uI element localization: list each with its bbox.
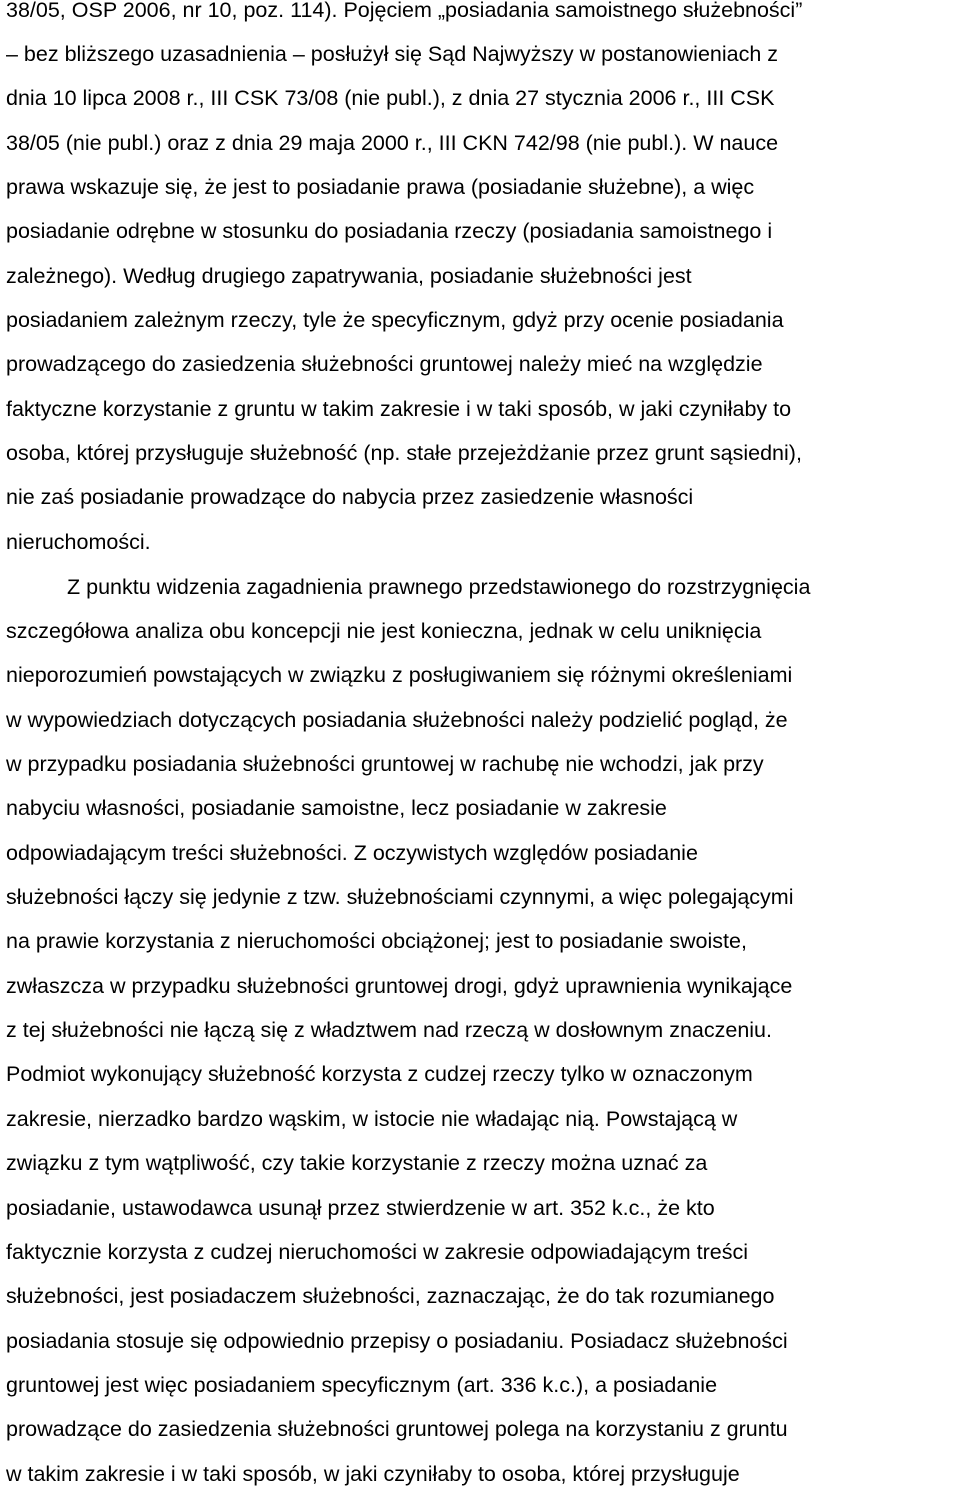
text-line: 38/05 (nie publ.) oraz z dnia 29 maja 2000 r., III CKN 742/98 (nie publ.). W nauce — [6, 131, 779, 155]
text-line: osoba, której przysługuje służebność (np. stałe przejeżdżanie przez grunt sąsiedni), — [6, 441, 802, 465]
text-line: prowadzące do zasiedzenia służebności gruntowej polega na korzystaniu z gruntu — [6, 1417, 788, 1441]
text-line: 38/05, OSP 2006, nr 10, poz. 114). Pojęciem „posiadania samoistnego służebności” — [6, 0, 803, 22]
text-line: w takim zakresie i w taki sposób, w jaki czyniłaby to osoba, której przysługuje — [6, 1462, 740, 1486]
text-line: prawa wskazuje się, że jest to posiadanie prawa (posiadanie służebne), a więc — [6, 175, 755, 199]
text-line: posiadania stosuje się odpowiednio przepisy o posiadaniu. Posiadacz służebności — [6, 1329, 788, 1353]
text-line: dnia 10 lipca 2008 r., III CSK 73/08 (nie publ.), z dnia 27 stycznia 2006 r., III CSK — [6, 86, 775, 110]
text-line: zwłaszcza w przypadku służebności gruntowej drogi, gdyż uprawnienia wynikające — [6, 974, 793, 998]
text-line: służebności, jest posiadaczem służebności, zaznaczając, że do tak rozumianego — [6, 1284, 775, 1308]
text-line: służebności łączy się jedynie z tzw. służebnościami czynnymi, a więc polegającymi — [6, 885, 794, 909]
text-line: nieporozumień powstających w związku z posługiwaniem się różnymi określeniami — [6, 663, 793, 687]
text-line: w przypadku posiadania służebności gruntowej w rachubę nie wchodzi, jak przy — [6, 752, 764, 776]
text-line: szczegółowa analiza obu koncepcji nie jest konieczna, jednak w celu uniknięcia — [6, 619, 762, 643]
text-line: zakresie, nierzadko bardzo wąskim, w istocie nie władając nią. Powstającą w — [6, 1107, 738, 1131]
text-line: faktyczne korzystanie z gruntu w takim zakresie i w taki sposób, w jaki czyniłaby to — [6, 397, 792, 421]
text-line: zależnego). Według drugiego zapatrywania, posiadanie służebności jest — [6, 264, 692, 288]
paragraph-first-line: Z punktu widzenia zagadnienia prawnego przedstawionego do rozstrzygnięcia — [67, 575, 811, 599]
text-line: na prawie korzystania z nieruchomości obciążonej; jest to posiadanie swoiste, — [6, 929, 747, 953]
text-line: – bez bliższego uzasadnienia – posłużył się Sąd Najwyższy w postanowieniach z — [6, 42, 779, 66]
text-line: nie zaś posiadanie prowadzące do nabycia przez zasiedzenie własności — [6, 485, 694, 509]
text-line: gruntowej jest więc posiadaniem specyficznym (art. 336 k.c.), a posiadanie — [6, 1373, 718, 1397]
text-line: posiadanie odrębne w stosunku do posiadania rzeczy (posiadania samoistnego i — [6, 219, 773, 243]
text-line: nabyciu własności, posiadanie samoistne, lecz posiadanie w zakresie — [6, 796, 667, 820]
text-line: posiadanie, ustawodawca usunął przez stwierdzenie w art. 352 k.c., że kto — [6, 1196, 715, 1220]
text-line: prowadzącego do zasiedzenia służebności gruntowej należy mieć na względzie — [6, 352, 763, 376]
text-line: nieruchomości. — [6, 530, 151, 554]
text-line: posiadaniem zależnym rzeczy, tyle że specyficznym, gdyż przy ocenie posiadania — [6, 308, 784, 332]
text-line: związku z tym wątpliwość, czy takie korzystanie z rzeczy można uznać za — [6, 1151, 708, 1175]
text-line: z tej służebności nie łączą się z władztwem nad rzeczą w dosłownym znaczeniu. — [6, 1018, 772, 1042]
text-line: w wypowiedziach dotyczących posiadania służebności należy podzielić pogląd, że — [6, 708, 788, 732]
text-line: Podmiot wykonujący służebność korzysta z cudzej rzeczy tylko w oznaczonym — [6, 1062, 753, 1086]
text-line: odpowiadającym treści służebności. Z oczywistych względów posiadanie — [6, 841, 698, 865]
text-line: faktycznie korzysta z cudzej nieruchomości w zakresie odpowiadającym treści — [6, 1240, 749, 1264]
